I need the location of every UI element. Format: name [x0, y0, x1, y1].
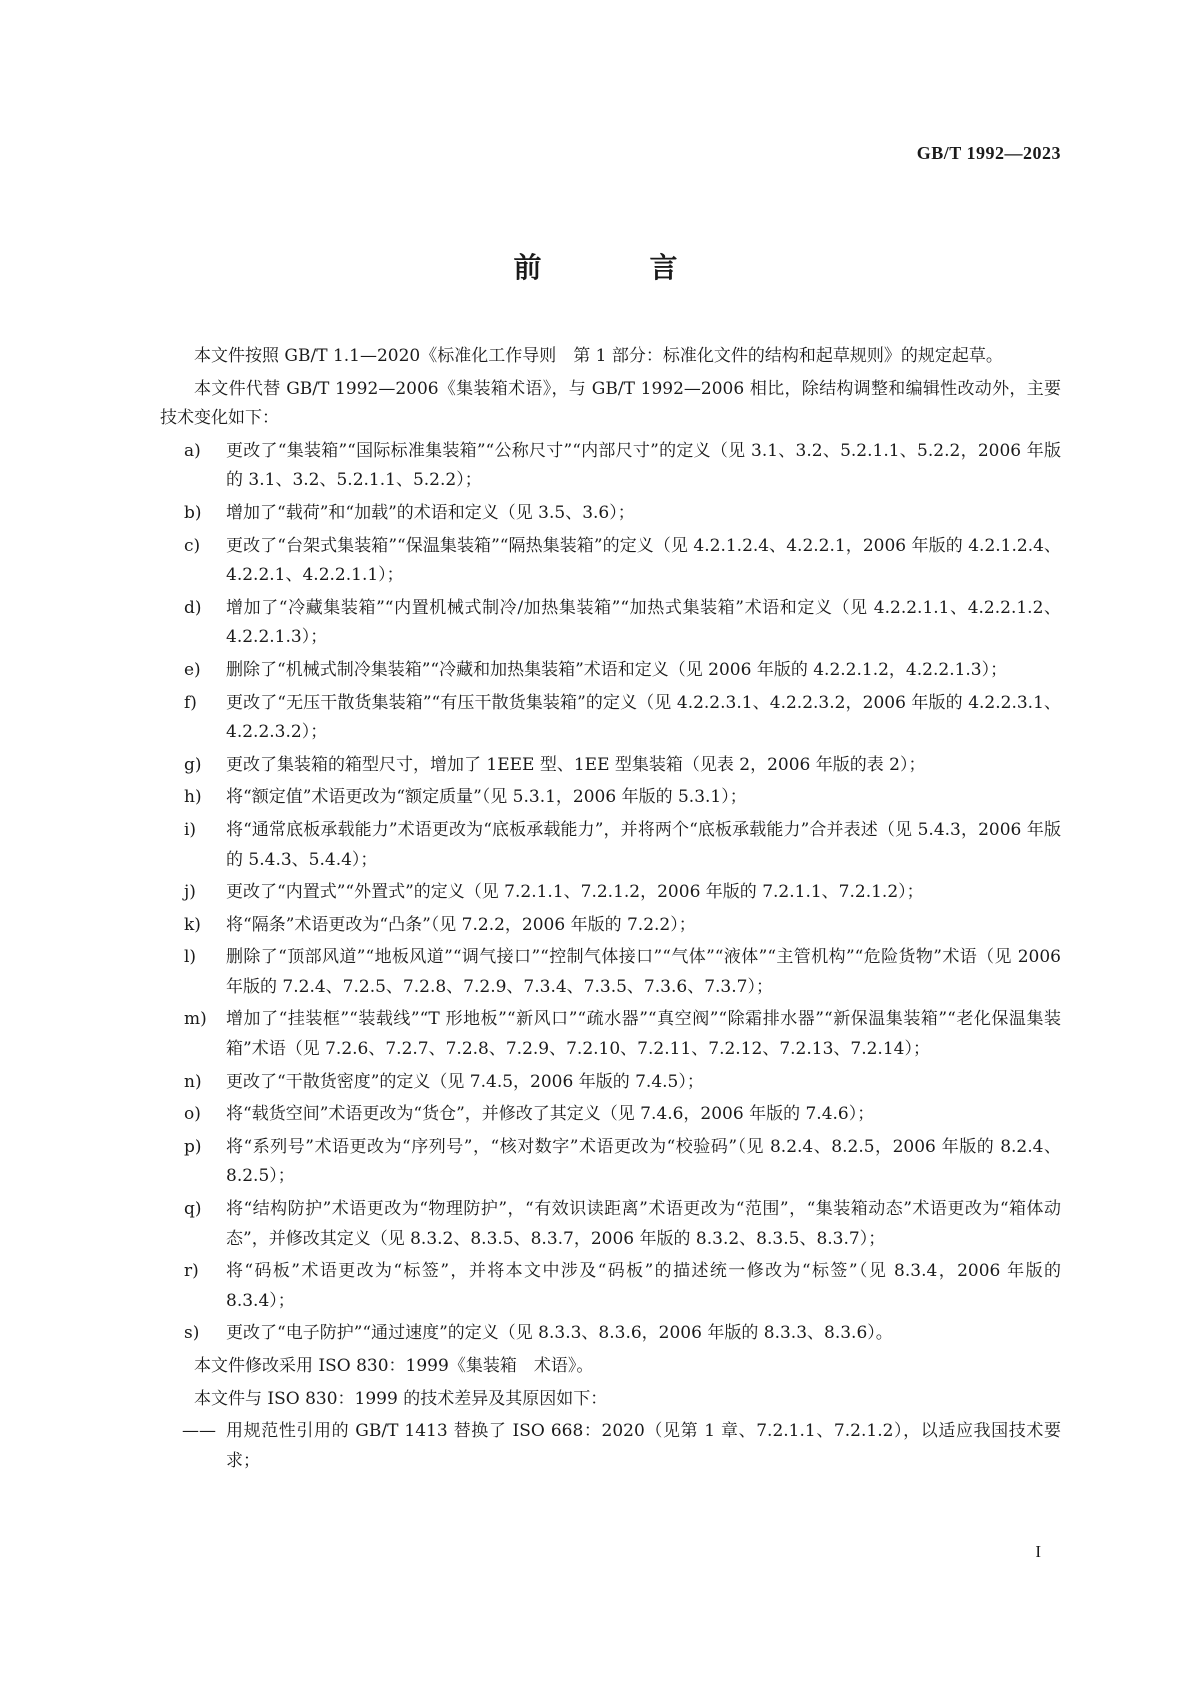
list-label: e) — [184, 659, 201, 680]
list-item — [160, 594, 1061, 653]
list-label: o) — [184, 1104, 201, 1125]
list-label: h) — [184, 787, 202, 808]
list-text: 更改了集装箱的箱型尺寸，增加了 1EEE 型、1EE 型集装箱（见表 2，2006 年版的表 2）； — [226, 754, 926, 775]
list-label: a) — [184, 440, 201, 461]
list-label: c) — [184, 535, 201, 556]
paragraph: 本文件修改采用 ISO 830：1999《集装箱 术语》。 — [194, 1356, 594, 1376]
list-label: l) — [184, 947, 197, 968]
list-item — [160, 911, 1061, 941]
list-label: q) — [184, 1199, 202, 1220]
list-text: 更改了“电子防护”“通过速度”的定义（见 8.3.3、8.3.6，2006 年版的 8.3.3、8.3.6）。 — [226, 1323, 893, 1344]
dash-list-text: 用规范性引用的 GB/T 1413 替换了 ISO 668：2020（见第 1 章、7.2.1.1、7.2.1.2），以适应我国技术要求； — [226, 1421, 1061, 1471]
list-label: p) — [184, 1136, 202, 1157]
list-item — [160, 751, 1061, 781]
list-text: 删除了“顶部风道”“地板风道”“调气接口”“控制气体接口”“气体”“液体”“主管机构”“危险货物”术语（见 2006 年版的 7.2.4、7.2.5、7.2.8、7.2.9、7.3.4、7.3.5、7.3.6、7.3.7）； — [226, 947, 1061, 997]
page-title: 前 言 — [513, 251, 718, 284]
list-item — [160, 499, 1061, 529]
list-label: b) — [184, 502, 202, 523]
list-item — [160, 1319, 1061, 1349]
list-label: s) — [184, 1323, 200, 1344]
list-text: 更改了“集装箱”“国际标准集装箱”“公称尺寸”“内部尺寸”的定义（见 3.1、3.2、5.2.1.1、5.2.2，2006 年版的 3.1、3.2、5.2.1.1、5.2.2）； — [226, 440, 1061, 491]
list-text: 更改了“无压干散货集装箱”“有压干散货集装箱”的定义（见 4.2.2.3.1、4.2.2.3.2，2006 年版的 4.2.2.3.1、4.2.2.3.2）； — [226, 692, 1061, 743]
list-label: r) — [184, 1261, 199, 1282]
dash-marker: —— — [182, 1421, 216, 1442]
list-item — [160, 689, 1061, 748]
list-item — [160, 878, 1061, 908]
list-text: 将“隔条”术语更改为“凸条”（见 7.2.2，2006 年版的 7.2.2）； — [226, 914, 696, 935]
list-label: d) — [184, 597, 202, 618]
list-item — [160, 816, 1061, 875]
list-label: f) — [184, 692, 197, 713]
list-item — [160, 1100, 1061, 1130]
list-text: 增加了“挂装框”“装载线”“T 形地板”“新风口”“疏水器”“真空阀”“除霜排水器”“新保温集装箱”“老化保温集装箱”术语（见 7.2.6、7.2.7、7.2.8、7.2.9、7.2.10、7.2.11、7.2.12、7.2.13、7.2.14）； — [226, 1009, 1061, 1060]
list-item — [160, 783, 1061, 813]
foreword-body — [160, 342, 1061, 1476]
list-text: 增加了“载荷”和“加载”的术语和定义（见 3.5、3.6）； — [226, 502, 635, 523]
list-text: 将“通常底板承载能力”术语更改为“底板承载能力”，并将两个“底板承载能力”合并表述（见 5.4.3，2006 年版的 5.4.3、5.4.4）； — [226, 819, 1061, 870]
list-label: n) — [184, 1071, 202, 1092]
list-label: g) — [184, 754, 202, 775]
list-item — [160, 656, 1061, 686]
list-label: m) — [184, 1009, 207, 1030]
list-text: 将“系列号”术语更改为“序列号”，“核对数字”术语更改为“校验码”（见 8.2.4、8.2.5，2006 年版的 8.2.4、8.2.5）； — [226, 1136, 1061, 1187]
list-text: 更改了“内置式”“外置式”的定义（见 7.2.1.1、7.2.1.2，2006 年版的 7.2.1.1、7.2.1.2）； — [226, 882, 924, 903]
paragraph: 本文件与 ISO 830：1999 的技术差异及其原因如下： — [194, 1388, 608, 1409]
paragraph: 本文件代替 GB/T 1992—2006《集装箱术语》，与 GB/T 1992—2006 相比，除结构调整和编辑性改动外，主要技术变化如下： — [160, 378, 1061, 429]
list-label: k) — [184, 914, 201, 935]
list-item — [160, 1257, 1061, 1316]
list-label: j) — [184, 882, 196, 903]
list-item — [160, 437, 1061, 496]
list-item — [160, 1068, 1061, 1098]
list-item — [160, 1005, 1061, 1064]
list-label: i) — [184, 819, 197, 840]
dash-list-item — [160, 1417, 1061, 1476]
list-item — [160, 943, 1061, 1002]
list-text: 将“码板”术语更改为“标签”，并将本文中涉及“码板”的描述统一修改为“标签”（见 8.3.4，2006 年版的 8.3.4）； — [226, 1261, 1061, 1311]
list-text: 更改了“台架式集装箱”“保温集装箱”“隔热集装箱”的定义（见 4.2.1.2.4、4.2.2.1，2006 年版的 4.2.1.2.4、4.2.2.1、4.2.2.1.1）； — [226, 535, 1061, 586]
list-text: 增加了“冷藏集装箱”“内置机械式制冷/加热集装箱”“加热式集装箱”术语和定义（见 4.2.2.1.1、4.2.2.1.2、4.2.2.1.3）； — [226, 597, 1061, 648]
list-text: 将“额定值”术语更改为“额定质量”（见 5.3.1，2006 年版的 5.3.1）； — [226, 787, 747, 808]
standard-code: GB/T 1992—2023 — [916, 143, 1061, 163]
page-number: I — [1035, 1542, 1041, 1561]
list-text: 将“载货空间”术语更改为“货仓”，并修改了其定义（见 7.4.6，2006 年版的 7.4.6）； — [226, 1104, 875, 1125]
paragraph: 本文件按照 GB/T 1.1—2020《标准化工作导则 第 1 部分：标准化文件的结构和起草规则》的规定起草。 — [194, 346, 1003, 366]
list-item — [160, 1133, 1061, 1192]
list-item — [160, 1195, 1061, 1254]
list-item — [160, 532, 1061, 591]
list-text: 更改了“干散货密度”的定义（见 7.4.5，2006 年版的 7.4.5）； — [226, 1071, 704, 1092]
list-text: 删除了“机械式制冷集装箱”“冷藏和加热集装箱”术语和定义（见 2006 年版的 4.2.2.1.2，4.2.2.1.3）； — [226, 659, 1008, 680]
list-text: 将“结构防护”术语更改为“物理防护”，“有效识读距离”术语更改为“范围”，“集装箱动态”术语更改为“箱体动态”，并修改其定义（见 8.3.2、8.3.5、8.3.7，2006 年版的 8.3.2、8.3.5、8.3.7）； — [226, 1199, 1061, 1249]
